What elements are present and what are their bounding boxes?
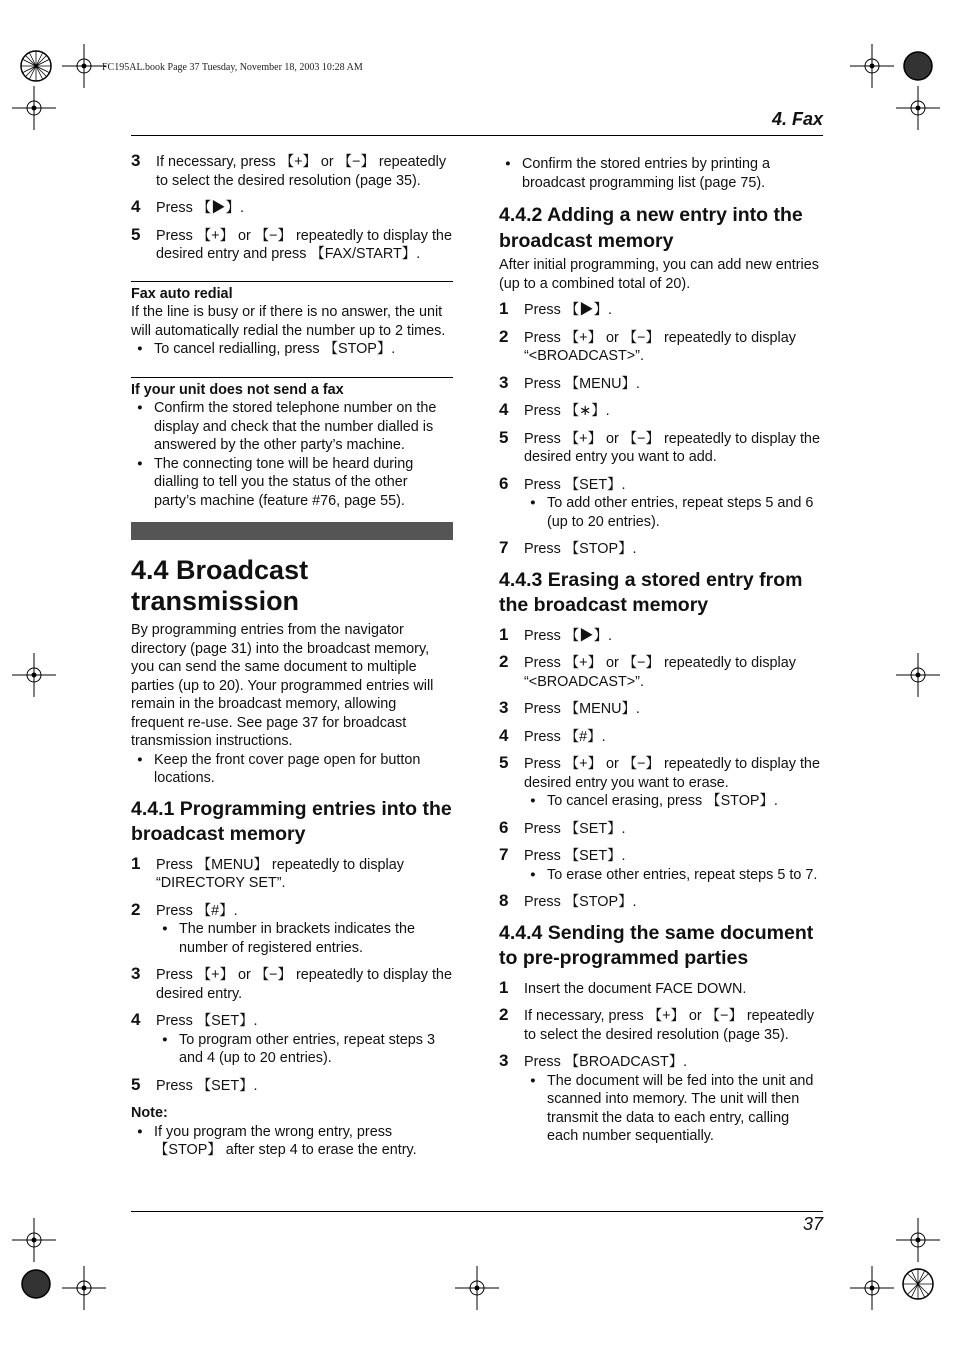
crosshair-icon <box>12 1218 56 1262</box>
step-item: 2 Press 【+】 or 【−】 repeatedly to display “<BROADCAST>”. <box>499 326 796 364</box>
step-item: 1 Press 【▶】. <box>499 624 612 644</box>
step-note: ● To add other entries, repeat steps 5 and 6 (up to 20 entries). <box>499 494 821 531</box>
divider <box>131 377 453 378</box>
crosshair-icon <box>12 653 56 697</box>
crosshair-icon <box>62 1266 106 1310</box>
registration-mark-icon <box>18 48 54 84</box>
step-item: 8 Press 【STOP】. <box>499 891 637 910</box>
color-dot-mark-icon <box>18 1266 54 1302</box>
step-item: 2 If necessary, press 【+】 or 【−】 repeatedly to select the desired resolution (page 35). <box>499 1005 815 1043</box>
paragraph: By programming entries from the navigator directory (page 31) into the broadcast memory, you can send the same document to multiple parties (up to 20). Your programmed entries will remain in the broadcast memory, allowing frequent re-use. See page 37 for broadcast transmission instructions. <box>131 622 434 749</box>
step-item: 2 Press 【+】 or 【−】 repeatedly to display “<BROADCAST>”. <box>499 652 796 690</box>
subsection-title: 4.4.2 Adding a new entry into the broadcast memory <box>499 204 803 252</box>
crosshair-icon <box>455 1266 499 1310</box>
step-item: 1 Press 【▶】. <box>499 299 612 318</box>
note-label: Note: <box>131 1105 168 1121</box>
step-item: 3 Press 【BROADCAST】. <box>499 1051 688 1070</box>
subsection-title: 4.4.3 Erasing a stored entry from the broadcast memory <box>499 568 803 616</box>
step-item: 5 Press 【+】 or 【−】 repeatedly to display the desired entry you want to add. <box>499 427 820 465</box>
registration-mark-icon <box>900 1266 936 1302</box>
step-item: 7 Press 【SET】. <box>499 845 626 864</box>
step-item: 6 Press 【SET】. <box>499 473 626 493</box>
divider <box>131 281 453 282</box>
bullet-item: ● Confirm the stored telephone number on the display and check that the number dialled is answered by the other party’s machine. <box>131 399 453 455</box>
crosshair-icon <box>850 1266 894 1310</box>
crosshair-icon <box>896 653 940 697</box>
crosshair-icon <box>12 86 56 130</box>
box-title: Fax auto redial <box>131 285 233 302</box>
step-item: 5 Press 【+】 or 【−】 repeatedly to display the desired entry you want to erase. <box>499 753 820 791</box>
step-note: ● To erase other entries, repeat steps 5 to 7. <box>499 866 821 885</box>
step-item: 5 Press 【SET】. <box>131 1074 258 1094</box>
box-title: If your unit does not send a fax <box>131 381 344 398</box>
step-item: 4 Press 【#】. <box>499 725 606 745</box>
crosshair-icon <box>850 44 894 88</box>
paragraph: If the line is busy or if there is no answer, the unit will automatically redial the number up to 2 times. <box>131 304 446 339</box>
bullet-item: ● Confirm the stored entries by printing a broadcast programming list (page 75). <box>499 155 821 192</box>
section-title: 4.4 Broadcast transmission <box>131 555 309 616</box>
crosshair-icon <box>896 1218 940 1262</box>
step-item: 2 Press 【#】. <box>131 899 238 919</box>
bullet-item: ● The connecting tone will be heard during dialling to tell you the status of the other party’s machine (feature #76, page 55). <box>131 455 453 511</box>
step-item: 3 If necessary, press 【+】 or 【−】 repeatedly to select the desired resolution (page 35). <box>131 151 447 189</box>
subsection-title: 4.4.4 Sending the same document to pre-programmed parties <box>499 921 814 969</box>
crosshair-icon <box>62 44 106 88</box>
step-note: ● To program other entries, repeat steps 3 and 4 (up to 20 entries). <box>131 1031 453 1068</box>
step-note: ● To cancel erasing, press 【STOP】. <box>499 792 821 811</box>
bullet-item: ● Keep the front cover page open for button locations. <box>131 751 453 788</box>
step-note: ● The document will be fed into the unit and scanned into memory. The unit will then transmit the data to each entry, calling each number sequentially. <box>499 1072 821 1146</box>
right-column <box>499 155 821 1146</box>
bullet-item: ● If you program the wrong entry, press 【STOP】 after step 4 to erase the entry. <box>131 1123 453 1160</box>
step-item: 5 Press 【+】 or 【−】 repeatedly to display the desired entry and press 【FAX/START】. <box>131 224 452 262</box>
page-number: 37 <box>802 1214 823 1234</box>
bullet-item: ● To cancel redialling, press 【STOP】. <box>131 340 453 359</box>
print-meta: FC195AL.book Page 37 Tuesday, November 18, 2003 10:28 AM <box>102 62 363 73</box>
step-item: 4 Press 【SET】. <box>131 1010 258 1029</box>
step-item: 4 Press 【▶】. <box>131 197 244 216</box>
paragraph: After initial programming, you can add new entries (up to a combined total of 20). <box>499 257 819 292</box>
color-dot-mark-icon <box>900 48 936 84</box>
step-item: 1 Press 【MENU】 repeatedly to display “DIRECTORY SET”. <box>131 853 404 891</box>
step-item: 7 Press 【STOP】. <box>499 538 637 557</box>
step-item: 3 Press 【MENU】. <box>499 698 640 717</box>
crosshair-icon <box>896 86 940 130</box>
step-note: ● The number in brackets indicates the number of registered entries. <box>131 920 453 957</box>
section-bar <box>131 522 453 540</box>
step-item: 4 Press 【∗】. <box>499 400 610 419</box>
chapter-title: 4. Fax <box>771 109 823 129</box>
header-rule <box>131 135 823 136</box>
step-item: 1 Insert the document FACE DOWN. <box>499 977 747 997</box>
subsection-title: 4.4.1 Programming entries into the broadcast memory <box>131 797 452 845</box>
step-item: 3 Press 【+】 or 【−】 repeatedly to display the desired entry. <box>131 964 452 1002</box>
step-item: 6 Press 【SET】. <box>499 817 626 837</box>
footer-rule <box>131 1211 823 1212</box>
left-column <box>131 153 453 1160</box>
step-item: 3 Press 【MENU】. <box>499 372 640 392</box>
